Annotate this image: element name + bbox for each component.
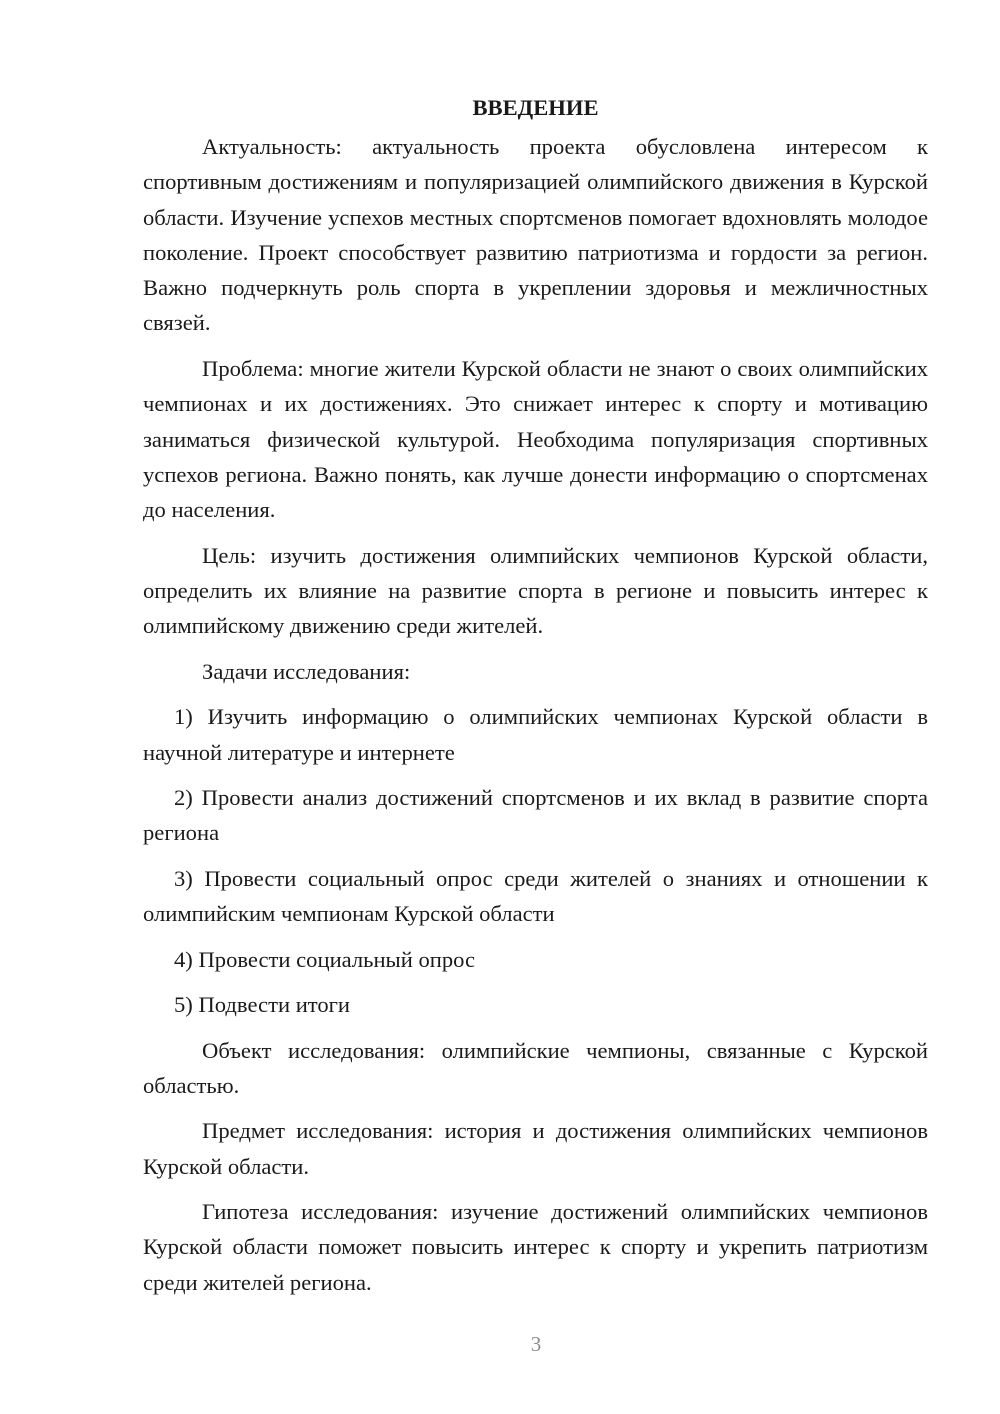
task-item-3: 3) Провести социальный опрос среди жителей о знаниях и отношении к олимпийским чемпионам Курской области bbox=[143, 865, 928, 927]
page-number: 3 bbox=[530, 1332, 542, 1356]
task-item-1: 1) Изучить информацию о олимпийских чемпионах Курской области в научной литературе и интернете bbox=[143, 704, 928, 765]
subject-paragraph: Предмет исследования: история и достижения олимпийских чемпионов Курской области. bbox=[143, 1118, 928, 1179]
object-paragraph: Объект исследования: олимпийские чемпионы, связанные с Курской областью. bbox=[143, 1037, 928, 1098]
task-item-5: 5) Подвести итоги bbox=[174, 992, 351, 1018]
relevance-paragraph: Актуальность: актуальность проекта обусловлена интересом к спортивным достижениям и популяризацией олимпийского движения в Курской области. Изучение успехов местных спортсменов помогает вдохновлять молодое поколение. Проект способствует развитию патриотизма и гордости за регион. Важно подчеркнуть роль спорта в укреплении здоровья и межличностных связей. bbox=[143, 134, 928, 336]
document-page bbox=[143, 90, 928, 1310]
tasks-heading: Задачи исследования: bbox=[202, 658, 411, 684]
section-title: ВВЕДЕНИЕ bbox=[472, 95, 599, 120]
goal-paragraph: Цель: изучить достижения олимпийских чемпионов Курской области, определить их влияние на развитие спорта в регионе и повысить интерес к олимпийскому движению среди жителей. bbox=[143, 542, 928, 639]
hypothesis-paragraph: Гипотеза исследования: изучение достижений олимпийских чемпионов Курской области поможет повысить интерес к спорту и укрепить патриотизм среди жителей региона. bbox=[143, 1199, 928, 1295]
problem-paragraph: Проблема: многие жители Курской области не знают о своих олимпийских чемпионах и их достижениях. Это снижает интерес к спорту и мотивацию заниматься физической культурой. Необходима популяризация спортивных успехов региона. Важно понять, как лучше донести информацию о спортсменах до населения. bbox=[143, 355, 928, 523]
task-item-2: 2) Провести анализ достижений спортсменов и их вклад в развитие спорта региона bbox=[143, 784, 928, 846]
task-item-4: 4) Провести социальный опрос bbox=[174, 946, 476, 972]
